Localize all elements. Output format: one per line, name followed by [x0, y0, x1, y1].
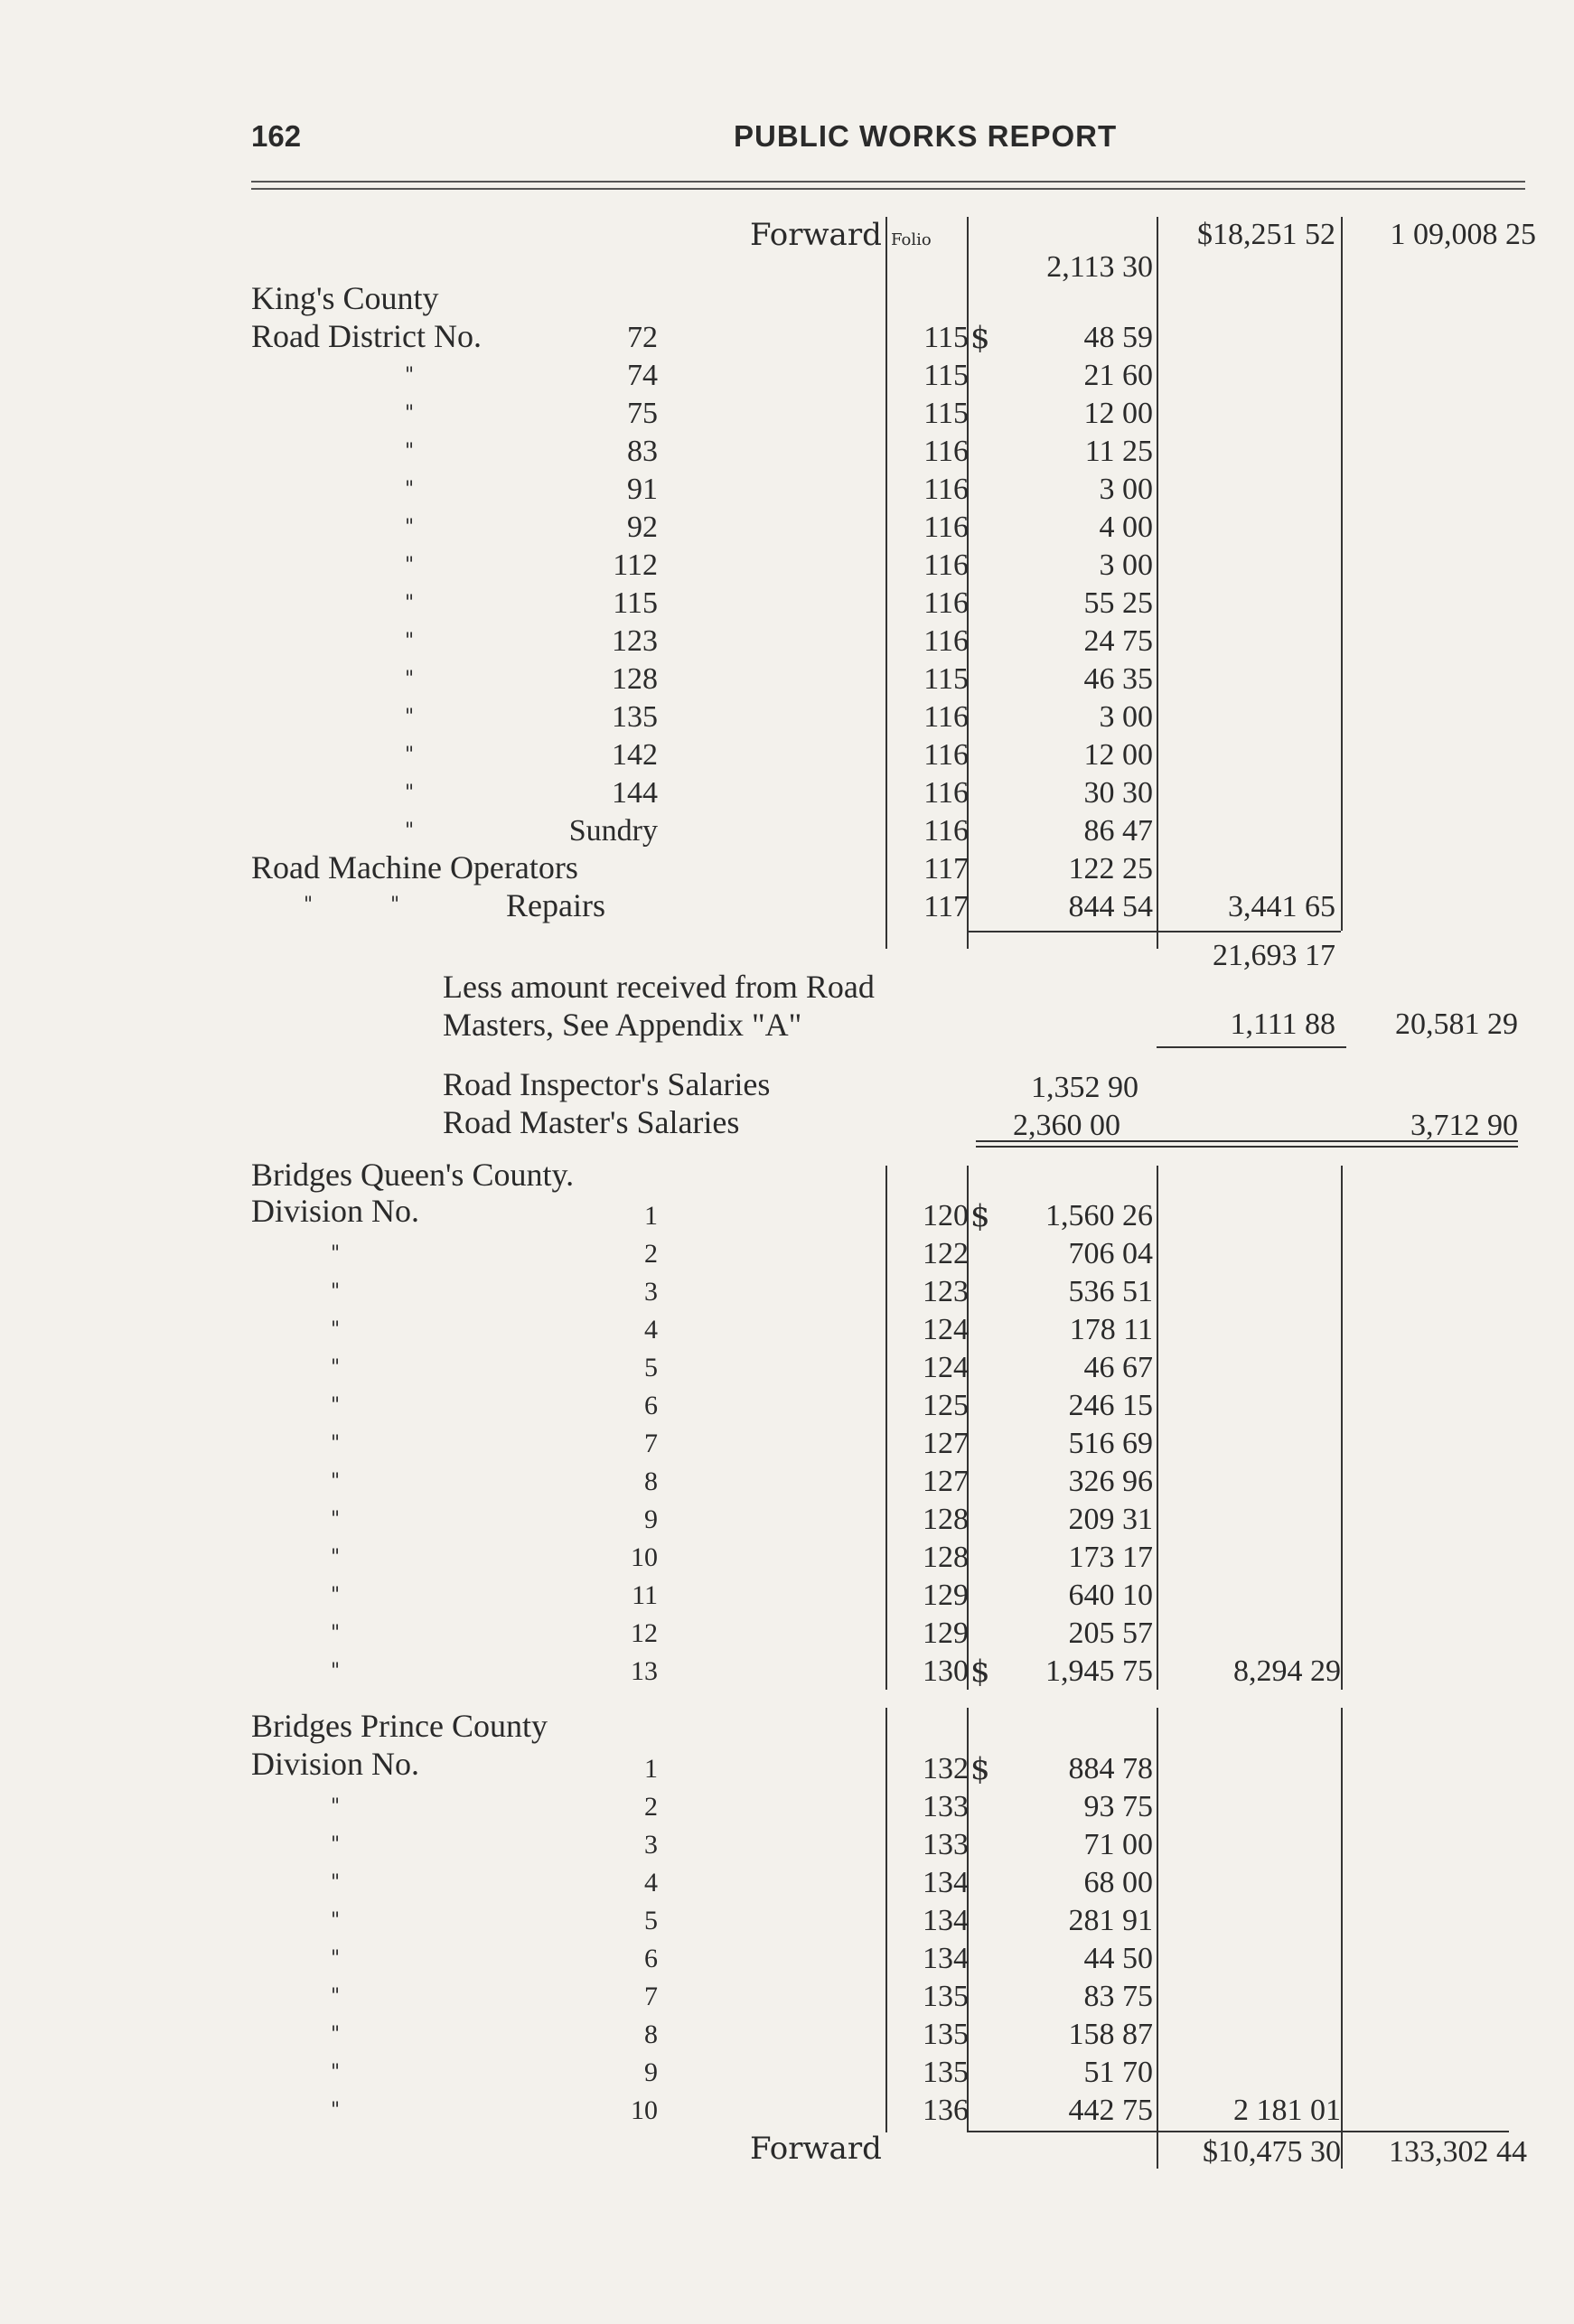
inspector-label: Road Inspector's Salaries	[443, 1066, 771, 1102]
folio-number: 115	[923, 662, 969, 696]
division-number: 13	[631, 1656, 658, 1686]
ditto-mark: "	[331, 1280, 342, 1303]
folio-number: 129	[923, 1579, 969, 1612]
folio-number: 115	[923, 397, 969, 430]
folio-number: 128	[923, 1541, 969, 1574]
dollar-sign: $	[970, 320, 990, 356]
folio-number: 124	[923, 1313, 969, 1346]
district-number: 128	[612, 662, 658, 696]
ditto-mark: "	[331, 1871, 342, 1894]
division-number: 5	[644, 1906, 658, 1935]
kings-sum-rule	[967, 931, 1157, 932]
inspector-amount: 1,352 90	[1031, 1071, 1138, 1104]
bottom-col3: $10,475 30	[1203, 2135, 1341, 2169]
folio-number: 116	[923, 586, 969, 620]
division-number: 9	[644, 1504, 658, 1534]
district-number: 135	[612, 700, 658, 734]
folio-number: 116	[923, 548, 969, 582]
folio-number: 135	[923, 2056, 969, 2089]
ditto-mark: "	[405, 706, 417, 728]
amount-value: 844 54	[1068, 890, 1153, 923]
ditto-mark: "	[405, 592, 417, 614]
kings-sum-rule-2	[1157, 931, 1341, 932]
ditto-mark: "	[331, 1660, 342, 1682]
net-value: 20,581 29	[1395, 1007, 1518, 1041]
queens-amount-rule	[1157, 1166, 1158, 1690]
division-number: 3	[644, 1830, 658, 1860]
salaries-total: 3,712 90	[1410, 1109, 1518, 1142]
amount-value: 83 75	[1083, 1980, 1153, 2013]
amount-value: 48 59	[1083, 321, 1153, 354]
amount-value: 44 50	[1083, 1942, 1153, 1975]
division-number: 8	[644, 2019, 658, 2049]
division-number: 8	[644, 1467, 658, 1496]
ditto-mark: "	[331, 1584, 342, 1607]
ditto-mark: "	[331, 2023, 342, 2046]
folio-number: 116	[923, 511, 969, 544]
ditto-mark: "	[304, 894, 315, 916]
amount-value: 30 30	[1083, 776, 1153, 810]
dollar-sign: $	[970, 1751, 990, 1787]
header-rule-bottom	[251, 188, 1525, 190]
district-number: 112	[613, 548, 658, 582]
ditto-mark: "	[331, 1432, 342, 1455]
kings-title: King's County	[251, 280, 439, 316]
folio-number: 122	[923, 1237, 969, 1270]
folio-number: 116	[923, 473, 969, 506]
division-number: 5	[644, 1353, 658, 1382]
dollar-sign: $	[970, 1654, 990, 1690]
bottom-col4: 133,302 44	[1389, 2135, 1527, 2169]
amount-value: 71 00	[1083, 1828, 1153, 1861]
ditto-mark: "	[331, 1508, 342, 1531]
ditto-mark: "	[405, 668, 417, 690]
forward-label: Forward	[750, 217, 882, 253]
ditto-mark: "	[331, 1833, 342, 1856]
folio-number: 125	[923, 1389, 969, 1422]
amount-value: 46 67	[1083, 1351, 1153, 1384]
folio-number: 132	[923, 1752, 969, 1785]
less-amount: 1,111 88	[1230, 1007, 1335, 1041]
total-col-rule	[1341, 217, 1343, 931]
district-number: Sundry	[568, 814, 658, 848]
folio-number: 123	[923, 1275, 969, 1308]
folio-number: 127	[923, 1465, 969, 1498]
ditto-mark: "	[331, 1546, 342, 1569]
folio-number: 116	[923, 776, 969, 810]
division-number: 6	[644, 1391, 658, 1420]
ditto-mark: "	[405, 630, 417, 652]
ditto-mark: "	[405, 744, 417, 766]
district-number: 92	[627, 511, 658, 544]
district-number: 123	[612, 624, 658, 658]
amount-value: 51 70	[1083, 2056, 1153, 2089]
less-rule	[1157, 1046, 1346, 1048]
folio-number: 135	[923, 2018, 969, 2051]
queens-folio-rule	[885, 1166, 887, 1690]
folio-header: Folio	[891, 230, 932, 249]
page-number: 162	[251, 119, 302, 153]
district-number: 75	[627, 397, 658, 430]
district-number: 144	[612, 776, 658, 810]
header-rule-top	[251, 181, 1525, 183]
division-number: 6	[644, 1944, 658, 1973]
ditto-mark: "	[331, 1242, 342, 1265]
ditto-mark: "	[331, 1947, 342, 1970]
division-number: 7	[644, 1982, 658, 2011]
district-number: 142	[612, 738, 658, 772]
kings-subtitle: Road District No.	[251, 318, 482, 354]
ditto-mark: "	[331, 1909, 342, 1932]
folio-number: 128	[923, 1503, 969, 1536]
folio-number: 115	[923, 359, 969, 392]
amount-value: 24 75	[1083, 624, 1153, 658]
division-number: 4	[644, 1315, 658, 1345]
ditto-mark: "	[405, 440, 417, 463]
amount-col-rule	[1157, 217, 1158, 949]
folio-number: 117	[923, 890, 969, 923]
forward-col3: $18,251 52	[1197, 218, 1335, 251]
amount-value: 3 00	[1099, 548, 1153, 582]
folio-number: 129	[923, 1616, 969, 1650]
bottom-forward-rule	[967, 2131, 1509, 2132]
salaries-rule-2	[976, 1146, 1518, 1148]
folio-number: 116	[923, 738, 969, 772]
ditto-mark: "	[405, 478, 417, 501]
folio-number: 134	[923, 1866, 969, 1899]
queens-subtitle: Division No.	[251, 1193, 420, 1229]
folio-number: 116	[923, 700, 969, 734]
division-number: 4	[644, 1868, 658, 1898]
ditto-mark: "	[405, 402, 417, 425]
amount-value: 326 96	[1068, 1465, 1153, 1498]
folio-number: 116	[923, 435, 969, 468]
folio-number: 133	[923, 1828, 969, 1861]
folio-number: 116	[923, 624, 969, 658]
queens-title: Bridges Queen's County.	[251, 1157, 575, 1193]
ditto-mark: "	[331, 2099, 342, 2122]
ditto-mark: "	[331, 2061, 342, 2084]
amount-value: 281 91	[1068, 1904, 1153, 1937]
amount-value: 640 10	[1068, 1579, 1153, 1612]
bottom-forward-label: Forward	[750, 2131, 882, 2167]
master-amount: 2,360 00	[1013, 1109, 1120, 1142]
total-value: 3,441 65	[1228, 890, 1335, 923]
prince-folio-rule	[885, 1708, 887, 2132]
division-number: 12	[631, 1618, 658, 1648]
district-number: 91	[627, 473, 658, 506]
ditto-mark: "	[331, 1622, 342, 1645]
folio-number: 116	[923, 814, 969, 848]
prince-title: Bridges Prince County	[251, 1708, 548, 1744]
master-label: Road Master's Salaries	[443, 1104, 740, 1140]
amount-value: 178 11	[1069, 1313, 1153, 1346]
ditto-mark: "	[405, 820, 417, 842]
less-label: Less amount received from Road	[443, 969, 875, 1005]
less-label: Masters, See Appendix "A"	[443, 1007, 802, 1043]
repairs-label: Repairs	[506, 887, 605, 923]
folio-number: 120	[923, 1199, 969, 1232]
amount-value: 205 57	[1068, 1616, 1153, 1650]
amount-value: 516 69	[1068, 1427, 1153, 1460]
subtotal-value: 21,693 17	[1213, 939, 1335, 972]
folio-number: 130	[923, 1654, 969, 1688]
division-number: 10	[631, 2095, 658, 2125]
amount-value: 4 00	[1099, 511, 1153, 544]
folio-number: 117	[923, 852, 969, 886]
ditto-mark: "	[405, 782, 417, 804]
folio-number: 133	[923, 1790, 969, 1823]
forward-col4: 1 09,008 25	[1390, 218, 1536, 251]
amount-value: 3 00	[1099, 700, 1153, 734]
division-number: 9	[644, 2057, 658, 2087]
amount-value: 1,560 26	[1045, 1199, 1153, 1232]
district-number: 115	[613, 586, 658, 620]
queens-total: 8,294 29	[1233, 1654, 1341, 1688]
folio-number: 134	[923, 1904, 969, 1937]
folio-number: 136	[923, 2094, 969, 2127]
amount-value: 21 60	[1083, 359, 1153, 392]
ditto-mark: "	[331, 1356, 342, 1379]
amount-value: 209 31	[1068, 1503, 1153, 1536]
dollar-sign: $	[970, 1198, 990, 1234]
folio-number: 115	[923, 321, 969, 354]
ditto-mark: "	[331, 1795, 342, 1818]
division-number: 7	[644, 1429, 658, 1458]
page-header	[0, 119, 1574, 155]
amount-value: 86 47	[1083, 814, 1153, 848]
amount-value: 173 17	[1068, 1541, 1153, 1574]
amount-value: 536 51	[1068, 1275, 1153, 1308]
amount-value: 93 75	[1083, 1790, 1153, 1823]
division-number: 1	[644, 1754, 658, 1784]
queens-total-rule	[1341, 1166, 1343, 1690]
ditto-mark: "	[331, 1985, 342, 2008]
prince-total-rule	[1341, 1708, 1343, 2169]
amount-value: 3 00	[1099, 473, 1153, 506]
division-number: 3	[644, 1277, 658, 1307]
running-title: PUBLIC WORKS REPORT	[734, 119, 1118, 153]
amount-value: 158 87	[1068, 2018, 1153, 2051]
prince-subtitle: Division No.	[251, 1746, 420, 1782]
district-number: 72	[627, 321, 658, 354]
amount-value: 68 00	[1083, 1866, 1153, 1899]
ditto-mark: "	[405, 364, 417, 387]
division-number: 2	[644, 1239, 658, 1269]
amount-value: 12 00	[1083, 738, 1153, 772]
ditto-mark: "	[405, 554, 417, 576]
folio-col-rule	[885, 217, 887, 949]
amount-value: 55 25	[1083, 586, 1153, 620]
amount-value: 1,945 75	[1045, 1654, 1153, 1688]
amount-value: 884 78	[1068, 1752, 1153, 1785]
folio-number: 135	[923, 1980, 969, 2013]
operators-label: Road Machine Operators	[251, 849, 578, 886]
amount-value: 706 04	[1068, 1237, 1153, 1270]
amount-value: 11 25	[1084, 435, 1153, 468]
folio-number: 134	[923, 1942, 969, 1975]
prince-amount-rule	[1157, 1708, 1158, 2169]
division-number: 10	[631, 1542, 658, 1572]
folio-number: 127	[923, 1427, 969, 1460]
district-number: 83	[627, 435, 658, 468]
amount-value: 246 15	[1068, 1389, 1153, 1422]
amount-value: 442 75	[1068, 2094, 1153, 2127]
division-number: 2	[644, 1792, 658, 1822]
ditto-mark: "	[405, 516, 417, 539]
division-number: 11	[632, 1580, 658, 1610]
ditto-mark: "	[331, 1470, 342, 1493]
amount-value: 46 35	[1083, 662, 1153, 696]
forward-col2: 2,113 30	[1046, 250, 1153, 284]
district-number: 74	[627, 359, 658, 392]
amount-value: 12 00	[1083, 397, 1153, 430]
ditto-mark: "	[331, 1318, 342, 1341]
folio-number: 124	[923, 1351, 969, 1384]
ditto-mark: "	[390, 894, 402, 916]
ditto-mark: "	[331, 1394, 342, 1417]
amount-value: 122 25	[1068, 852, 1153, 886]
prince-total: 2 181 01	[1233, 2094, 1341, 2127]
division-number: 1	[644, 1201, 658, 1231]
